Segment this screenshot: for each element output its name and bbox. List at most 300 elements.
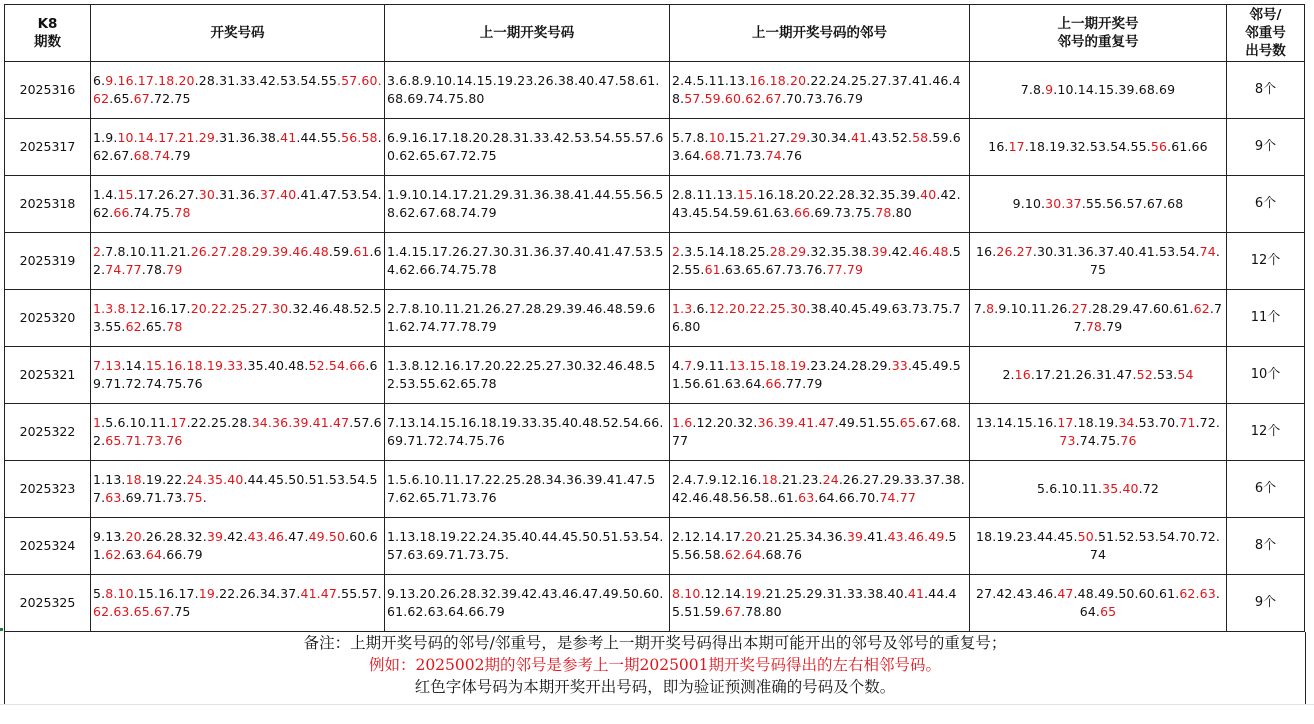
hit-number: 1.3.8.12 (93, 300, 146, 316)
hit-number: 2 (93, 243, 102, 259)
hit-number: 56.58 (341, 129, 378, 145)
prev-neighbors-cell (670, 290, 970, 347)
draw-numbers-cell (91, 518, 385, 575)
number-text: .80 (891, 205, 912, 220)
hit-number: 71 (1179, 414, 1196, 430)
period-cell: 2025320 (5, 290, 91, 347)
prev-neighbors-cell (670, 404, 970, 461)
number-text: .16.18.20.22.28.32.35.39. (753, 186, 921, 202)
prev-draw-cell (385, 62, 670, 119)
hit-count-cell: 11个 (1227, 290, 1305, 347)
hit-number: 19 (745, 585, 762, 601)
hit-number: 40 (920, 186, 937, 202)
number-text: .10.14.15.39.68.69 (1053, 81, 1176, 97)
draw-numbers-cell (91, 461, 385, 518)
hit-number: 28.29 (769, 243, 807, 259)
hit-number: 36.39.41.47 (757, 414, 835, 430)
number-text: .18.19. (1073, 414, 1119, 430)
table-row (5, 233, 1305, 290)
number-text: .30.34. (806, 129, 852, 145)
hit-number: 1 (93, 414, 102, 430)
hit-number: 58 (912, 129, 929, 145)
hit-number: 74 (765, 148, 782, 163)
hit-number: 64 (145, 547, 163, 562)
header-prev-draw: 上一期开奖号码 (385, 5, 670, 62)
hit-number: 43.46 (247, 528, 285, 544)
hit-number: 50 (1077, 528, 1094, 544)
hit-number: 41 (907, 585, 925, 601)
number-text: .68.76 (761, 547, 803, 562)
number-text: 9.13. (93, 528, 126, 544)
number-text: .66.79 (162, 547, 203, 562)
hit-count-cell: 12个 (1227, 233, 1305, 290)
number-text: .74.75. (1075, 433, 1121, 448)
number-text: . (202, 490, 207, 505)
table-row (5, 176, 1305, 233)
number-text: .43.52. (867, 129, 913, 145)
hit-number: 78 (875, 205, 892, 220)
hit-number: 16.18.20 (749, 72, 807, 88)
number-text: .42. (887, 243, 913, 259)
number-text: 7.13.14.15.16.18.19.33.35.40.48.52.54.66.69.71.72.74.75.76 (387, 414, 664, 448)
number-text: .77. (1073, 300, 1223, 334)
prev-neighbors-cell (670, 575, 970, 632)
number-text: .69.73.75. (810, 205, 876, 220)
hit-number: 30 (198, 186, 216, 202)
hit-number: 66 (793, 205, 811, 220)
number-text: .59.63.64. (672, 129, 961, 163)
hit-number: 54 (1177, 366, 1194, 382)
number-text: 6.9.16.17.18.20.28.31.33.42.53.54.55.57.60.62.65.67.72.75 (387, 129, 664, 163)
hit-number: 62.63 (1179, 585, 1216, 601)
number-text: 1.9. (93, 129, 118, 145)
hit-number: 75 (186, 490, 203, 505)
hit-count-cell: 9个 (1227, 575, 1305, 632)
hit-number: 35.40 (1102, 480, 1139, 496)
hit-number: 43.46.49 (887, 528, 945, 544)
hit-number: 39 (206, 528, 224, 544)
table-row (5, 290, 1305, 347)
hit-number: 52.54.66 (308, 357, 366, 373)
number-text: .7.8.10.11.21. (101, 243, 191, 259)
number-text: .59. (328, 243, 354, 259)
number-text: .19.22. (141, 471, 187, 487)
period-cell: 2025323 (5, 461, 91, 518)
number-text: .21.25.34.36. (761, 528, 847, 544)
number-text: 16. (988, 138, 1009, 154)
hit-number: 39 (846, 528, 864, 544)
number-text: 1.5.6.10.11.17.22.25.28.34.36.39.41.47.57.62.65.71.73.76 (387, 471, 656, 505)
hit-number: 67 (724, 604, 742, 619)
number-text: .5.6.10.11. (101, 414, 171, 430)
hit-number: 76 (1120, 433, 1137, 448)
hit-number: 79 (166, 262, 183, 277)
hit-number: 26.27 (996, 243, 1033, 259)
number-text: .65. (141, 319, 167, 334)
number-text: .38.40.45.49.63.73.75.76.80 (672, 300, 961, 334)
header-draw: 开奖号码 (91, 5, 385, 62)
number-text: .15. (724, 129, 750, 145)
prev-repeat-cell (970, 404, 1227, 461)
number-text: 4. (672, 357, 685, 373)
hit-number: 41 (280, 129, 297, 145)
hit-number: 57.59.60.62.67 (684, 91, 782, 106)
number-text: .26.28.32. (141, 528, 207, 544)
period-cell: 2025316 (5, 62, 91, 119)
number-text: .12.14. (700, 585, 746, 601)
number-text: 1.4. (93, 186, 118, 202)
number-text: 16. (976, 243, 997, 259)
hit-number: 10 (708, 129, 725, 145)
number-text: .18.19.32.53.54.55. (1024, 138, 1151, 154)
number-text: 5.7.8. (672, 129, 709, 145)
hit-count-cell: 6个 (1227, 461, 1305, 518)
draw-numbers-cell (91, 347, 385, 404)
hit-number: 66 (765, 376, 782, 391)
number-text: .35.40.48. (243, 357, 309, 373)
number-text: .9.10.11.26. (994, 300, 1072, 316)
number-text: 2.4.5.11.13. (672, 72, 750, 88)
period-cell: 2025317 (5, 119, 91, 176)
hit-number: 2 (672, 243, 681, 259)
hit-number: 41 (851, 129, 868, 145)
hit-number: 74.77 (105, 262, 142, 277)
period-cell: 2025318 (5, 176, 91, 233)
table-row (5, 62, 1305, 119)
hit-number: 20 (125, 528, 142, 544)
number-text: 18.19.23.44.45. (976, 528, 1078, 544)
table-row (5, 404, 1305, 461)
hit-number: 77.79 (826, 262, 864, 277)
hit-number: 12.20.22.25.30 (708, 300, 807, 316)
number-text: 2.8.11.13. (672, 186, 738, 202)
number-text: .70.73.76.79 (781, 91, 864, 106)
hit-number: 37.40 (259, 186, 297, 202)
hit-number: 19 (198, 585, 216, 601)
period-cell: 2025325 (5, 575, 91, 632)
hit-number: 62 (125, 319, 142, 334)
prev-repeat-cell (970, 62, 1227, 119)
hit-count-cell: 8个 (1227, 62, 1305, 119)
hit-number: 8.10 (672, 585, 701, 601)
number-text: .62.67. (93, 129, 382, 163)
number-text: .21.23. (777, 471, 823, 487)
number-text: 2.7.8.10.11.21.26.27.28.29.39.46.48.59.61.62.74.77.78.79 (387, 300, 656, 334)
prev-repeat-cell (970, 290, 1227, 347)
hit-number: 49.50 (308, 528, 346, 544)
hit-number: 30.37 (1045, 195, 1082, 211)
number-text: .67.68.77 (672, 414, 961, 448)
note-line-3: 红色字体号码为本期开奖开出号码，即为验证预测准确的号码及个数。 (414, 678, 896, 696)
hit-number: 9.16.17.18.20 (105, 72, 195, 88)
hit-number: 73 (1059, 433, 1076, 448)
number-text: .53.70. (1134, 414, 1180, 430)
number-text: .28.31.33.42.53.54.55 (194, 72, 337, 88)
hit-number: 9 (1045, 81, 1054, 97)
hit-number: 62 (105, 547, 122, 562)
prev-neighbors-cell (670, 62, 970, 119)
number-text: .47. (284, 528, 309, 544)
number-text: .12.20.32. (692, 414, 758, 430)
hit-number: 41.47 (300, 585, 338, 601)
hit-number: 24 (822, 471, 839, 487)
header-prev-neighbors: 上一期开奖号码的邻号 (670, 5, 970, 62)
hit-number: 8.10 (105, 585, 134, 601)
number-text: 2. (1002, 366, 1015, 382)
number-text: .62. (93, 243, 382, 277)
number-text: .6. (692, 300, 709, 316)
number-text: .48.49.50.60.61. (1073, 585, 1180, 601)
prev-neighbors-cell (670, 233, 970, 290)
prev-draw-cell (385, 404, 670, 461)
hit-number: 26.27.28.29.39.46.48 (190, 243, 329, 259)
number-text: .44.45.51.59. (672, 585, 957, 619)
draw-numbers-cell (91, 233, 385, 290)
hit-number: 24.35.40 (186, 471, 244, 487)
hit-number: 10.14.17.21.29 (117, 129, 215, 145)
number-text: .42. (223, 528, 248, 544)
number-text: 3.6.8.9.10.14.15.19.23.26.38.40.47.58.61.68.69.74.75.80 (387, 72, 660, 106)
hit-number: 74.77 (879, 490, 916, 505)
number-text: .63.65.67.73.76. (720, 262, 827, 277)
number-text: .64.66.70. (814, 490, 880, 505)
prev-draw-cell (385, 290, 670, 347)
sheet-gridline-row (0, 704, 1314, 724)
hit-number: 7.13 (93, 357, 122, 373)
hit-number: 78 (174, 205, 191, 220)
number-text: .72. (1195, 414, 1221, 430)
hit-number: 78 (1085, 319, 1103, 334)
hit-number: 63 (798, 490, 815, 505)
number-text: 1.13. (93, 471, 126, 487)
hit-number: 46.48 (912, 243, 949, 259)
hit-number: 21 (749, 129, 766, 145)
hit-number: 65 (899, 414, 917, 430)
table-row (5, 575, 1305, 632)
number-text: .75 (1089, 243, 1220, 277)
notes-box (4, 632, 1306, 705)
hit-number: 7 (684, 357, 693, 373)
table-row (5, 119, 1305, 176)
hit-number: 68 (704, 148, 721, 163)
prev-repeat-cell (970, 461, 1227, 518)
hit-number: 17 (1008, 138, 1025, 154)
hit-number: 13.15.18.19 (729, 357, 807, 373)
header-count: 邻号/ 邻重号 出号数 (1227, 5, 1305, 62)
prev-draw-cell (385, 461, 670, 518)
hit-number: 15.16.18.19.33 (145, 357, 244, 373)
number-text: .32.35.38. (806, 243, 872, 259)
number-text: .22.26.34.37. (215, 585, 301, 601)
hit-number: .57.60.62 (93, 72, 382, 106)
number-text: 9.10. (1012, 195, 1046, 211)
number-text: .41.47.53.54.62. (93, 186, 382, 220)
number-text: 7. (973, 300, 987, 316)
hit-number: 18 (761, 471, 778, 487)
hit-number: 1.6 (672, 414, 693, 430)
number-text: .78.80 (741, 604, 782, 619)
number-text: .17.21.26.31.47. (1030, 366, 1137, 382)
hit-number: 27 (1071, 300, 1088, 316)
number-text: .78. (141, 262, 167, 277)
number-text: 9.13.20.26.28.32.39.42.43.46.47.49.50.60.61.62.63.64.66.79 (387, 585, 664, 619)
number-text: .71.73. (720, 148, 766, 163)
prev-draw-cell (385, 575, 670, 632)
hit-number: 61 (704, 262, 721, 277)
prev-repeat-cell (970, 347, 1227, 404)
number-text: .41. (863, 528, 888, 544)
prev-repeat-cell (970, 176, 1227, 233)
number-text: 1.13.18.19.22.24.35.40.44.45.50.51.53.54.57.63.69.71.73.75. (387, 528, 664, 562)
number-text: .77.79 (781, 376, 823, 391)
hit-number: 15 (737, 186, 754, 202)
note-line-2: 例如：2025002期的邻号是参考上一期2025001期开奖号码得出的左右相邻号码。 (368, 656, 942, 674)
number-text: 1.3.8.12.16.17.20.22.25.27.30.32.46.48.52.53.55.62.65.78 (387, 357, 656, 391)
hit-number: 20.22.25.27.30 (190, 300, 289, 316)
number-text: .45.49.51.56.61.63.64. (672, 357, 961, 391)
draw-numbers-cell (91, 575, 385, 632)
hit-count-cell: 10个 (1227, 347, 1305, 404)
hit-number: 16 (1014, 366, 1031, 382)
number-text: .31.36. (215, 186, 260, 202)
hit-count-cell: 8个 (1227, 518, 1305, 575)
number-text: 2.4.7.9.12.16. (672, 471, 762, 487)
lottery-table (4, 4, 1305, 632)
number-text: .14. (121, 357, 146, 373)
number-text: .65. (109, 91, 134, 106)
prev-neighbors-cell (670, 176, 970, 233)
number-text: .26.27.29.33.37.38.42.46.48.56.58..61. (672, 471, 965, 505)
hit-number: 33 (891, 357, 908, 373)
hit-number: 67 (133, 91, 150, 106)
hit-number: 18 (125, 471, 142, 487)
number-text: .69.71.73. (121, 490, 187, 505)
number-text: .30.31.36.37.40.41.53.54. (1032, 243, 1200, 259)
number-text: .16.17. (145, 300, 191, 316)
number-text: .44.45.50.51.53.54.57. (93, 471, 378, 505)
number-text: 2.12.14.17. (672, 528, 746, 544)
hit-number: 74 (1199, 243, 1216, 259)
prev-repeat-cell (970, 119, 1227, 176)
number-text: .79 (1102, 319, 1123, 334)
prev-draw-cell (385, 119, 670, 176)
hit-number: 34 (1118, 414, 1135, 430)
number-text: 13.14.15.16. (975, 414, 1058, 430)
number-text: .44.55. (296, 129, 342, 145)
period-cell: 2025324 (5, 518, 91, 575)
prev-draw-cell (385, 233, 670, 290)
hit-number: 62.63.65.67 (93, 604, 171, 619)
header-row (5, 5, 1305, 62)
number-text: .31.36.38. (214, 129, 281, 145)
number-text: 1.4.15.17.26.27.30.31.36.37.40.41.47.53.54.62.66.74.75.78 (387, 243, 664, 277)
number-text: .55.56.58. (672, 528, 957, 562)
hit-number: 56 (1150, 138, 1168, 154)
hit-number: 65.71.73.76 (105, 433, 183, 448)
number-text: .22.24.25.27.37.41.46.48. (672, 72, 961, 106)
hit-number: 17 (170, 414, 187, 430)
hit-number: 65 (1100, 604, 1117, 619)
prev-repeat-cell (970, 575, 1227, 632)
prev-draw-cell (385, 347, 670, 404)
header-prev-repeat: 上一期开奖号 邻号的重复号 (970, 5, 1227, 62)
hit-number: 62.64 (724, 547, 762, 562)
number-text: .51.52.53.54.70.72.74 (1089, 528, 1220, 562)
number-text: .22.25.28. (186, 414, 252, 430)
hit-number: 68.74 (133, 148, 171, 163)
number-text: 27.42.43.46. (976, 585, 1058, 601)
number-text: 5. (93, 585, 106, 601)
prev-neighbors-cell (670, 347, 970, 404)
cell-corner-marker (0, 628, 3, 631)
number-text: .23.24.28.29. (806, 357, 892, 373)
hit-number: 63 (105, 490, 122, 505)
hit-count-cell: 6个 (1227, 176, 1305, 233)
number-text: .75 (170, 604, 191, 619)
number-text: .60.61. (93, 528, 378, 562)
draw-numbers-cell (91, 404, 385, 461)
hit-number: 61 (353, 243, 370, 259)
number-text: .64. (1079, 585, 1220, 619)
number-text: .52.55. (672, 243, 961, 277)
hit-number: 52 (1136, 366, 1153, 382)
table-row (5, 347, 1305, 404)
number-text: .69.71.72.74.75.76 (93, 357, 378, 391)
number-text: .76 (781, 148, 803, 163)
number-text: .79 (170, 148, 191, 163)
note-line-1: 备注：上期开奖号码的邻号/邻重号，是参考上一期开奖号码得出本期可能开出的邻号及邻号的重复号； (303, 634, 1007, 652)
number-text: .74.75. (129, 205, 175, 220)
hit-number: 66 (113, 205, 130, 220)
prev-neighbors-cell (670, 518, 970, 575)
hit-number: 17 (1057, 414, 1074, 430)
number-text: .57.62. (93, 414, 382, 448)
table-row (5, 518, 1305, 575)
number-text: .17.26.27. (133, 186, 199, 202)
number-text: .63. (121, 547, 146, 562)
hit-number: 47 (1057, 585, 1074, 601)
number-text: .28.29.47.60.61. (1087, 300, 1194, 316)
prev-draw-cell (385, 176, 670, 233)
period-cell: 2025321 (5, 347, 91, 404)
hit-number: 34.36.39.41.47 (251, 414, 350, 430)
draw-numbers-cell (91, 119, 385, 176)
number-text: .61.66 (1167, 138, 1208, 154)
header-period: K8 期数 (5, 5, 91, 62)
prev-neighbors-cell (670, 461, 970, 518)
number-text: 6. (93, 72, 106, 88)
draw-numbers-cell (91, 290, 385, 347)
number-text: .3.5.14.18.25. (680, 243, 770, 259)
period-cell: 2025322 (5, 404, 91, 461)
draw-numbers-cell (91, 62, 385, 119)
hit-number: 78 (166, 319, 183, 334)
number-text: .53. (1152, 366, 1178, 382)
hit-count-cell: 9个 (1227, 119, 1305, 176)
number-text: .9.11. (692, 357, 730, 373)
draw-numbers-cell (91, 176, 385, 233)
number-text: .72.75 (149, 91, 191, 106)
period-cell: 2025319 (5, 233, 91, 290)
table-row (5, 461, 1305, 518)
number-text: .55.57. (337, 585, 382, 601)
hit-number: 62 (1193, 300, 1210, 316)
number-text: .32.46.48.52.53.55. (93, 300, 382, 334)
hit-number: 15 (117, 186, 134, 202)
number-text: .55.56.57.67.68 (1081, 195, 1184, 211)
hit-number: 8 (986, 300, 995, 316)
number-text: .42.43.45.54.59.61.63. (672, 186, 961, 220)
